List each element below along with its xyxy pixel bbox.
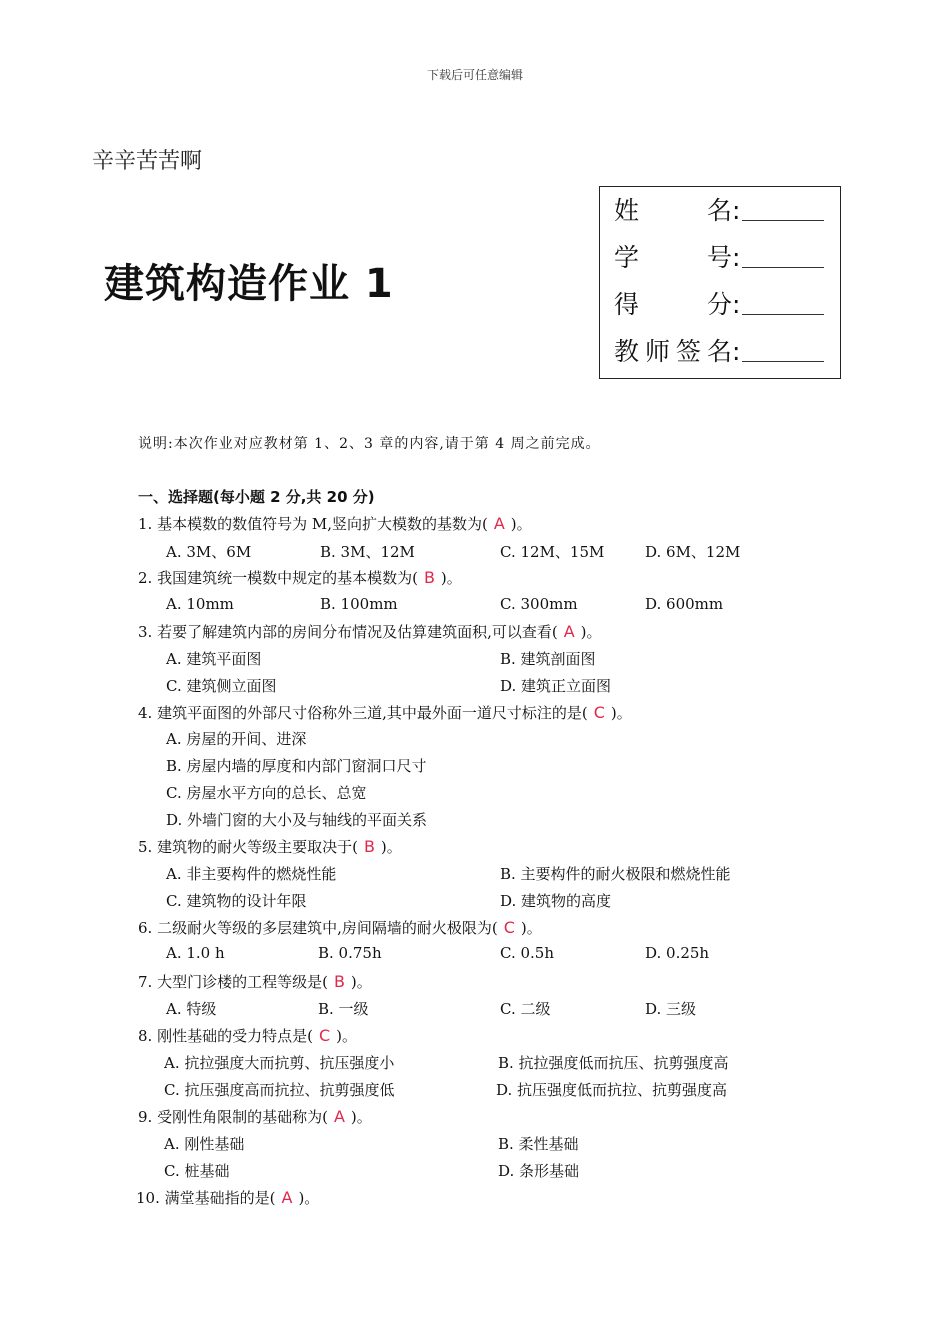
info-label: 教师签名 (614, 337, 732, 366)
answer-mark: A (493, 514, 505, 533)
option: B. 3M、12M (320, 543, 415, 561)
question-text: 9. 受刚性角限制的基础称为( (138, 1108, 328, 1126)
option: A. 3M、6M (166, 543, 252, 561)
option: D. 外墙门窗的大小及与轴线的平面关系 (166, 811, 428, 829)
option: D. 建筑正立面图 (500, 677, 612, 695)
question-10 (136, 1187, 319, 1208)
document-title: 建筑构造作业 1 (104, 261, 394, 307)
question-text: 2. 我国建筑统一模数中规定的基本模数为( (138, 569, 418, 587)
option: D. 条形基础 (498, 1162, 580, 1180)
question-end: )。 (336, 1027, 357, 1045)
info-label: 得分 (614, 290, 732, 319)
name-fill-line[interactable] (742, 200, 824, 221)
question-text: 6. 二级耐火等级的多层建筑中,房间隔墙的耐火极限为( (138, 919, 498, 937)
answer-mark: B (423, 568, 435, 587)
option: D. 三级 (645, 1000, 697, 1018)
option: A. 1.0 h (166, 944, 225, 962)
info-row-name (614, 191, 824, 227)
question-text: 8. 刚性基础的受力特点是( (138, 1027, 313, 1045)
question-end: )。 (350, 973, 372, 991)
option: D. 抗压强度低而抗拉、抗剪强度高 (496, 1081, 728, 1099)
info-row-teacher (614, 332, 824, 368)
answer-mark: A (563, 622, 575, 641)
question-end: )。 (440, 569, 462, 587)
option: B. 房屋内墙的厚度和内部门窗洞口尺寸 (166, 757, 427, 775)
question-end: )。 (298, 1189, 320, 1207)
section-title: 一、选择题(每小题 2 分,共 20 分) (138, 488, 375, 506)
student-info-box (599, 186, 841, 379)
question-9 (138, 1106, 372, 1127)
option: D. 0.25h (645, 944, 710, 962)
option: B. 一级 (318, 1000, 369, 1018)
info-sep: : (732, 243, 741, 272)
option: A. 抗拉强度大而抗剪、抗压强度小 (164, 1054, 395, 1072)
question-end: )。 (350, 1108, 372, 1126)
option: C. 300mm (500, 595, 578, 613)
teacher-fill-line[interactable] (742, 341, 824, 362)
question-4 (138, 702, 632, 723)
option: B. 100mm (320, 595, 398, 613)
info-row-id (614, 238, 824, 274)
question-2 (138, 567, 462, 588)
option: A. 建筑平面图 (166, 650, 262, 668)
option: C. 抗压强度高而抗拉、抗剪强度低 (164, 1081, 395, 1099)
answer-mark: A (281, 1188, 293, 1207)
option: C. 二级 (500, 1000, 551, 1018)
option: D. 600mm (645, 595, 724, 613)
option: A. 10mm (166, 595, 234, 613)
question-6 (138, 917, 542, 938)
option: C. 0.5h (500, 944, 554, 962)
option: C. 房屋水平方向的总长、总宽 (166, 784, 367, 802)
question-text: 1. 基本模数的数值符号为 M,竖向扩大模数的基数为( (138, 515, 488, 533)
question-text: 4. 建筑平面图的外部尺寸俗称外三道,其中最外面一道尺寸标注的是( (138, 704, 588, 722)
option: A. 房屋的开间、进深 (166, 730, 307, 748)
answer-mark: C (503, 918, 515, 937)
info-sep: : (732, 337, 741, 366)
question-end: )。 (380, 838, 402, 856)
question-text: 5. 建筑物的耐火等级主要取决于( (138, 838, 358, 856)
assignment-description: 说明:本次作业对应教材第 1、2、3 章的内容,请于第 4 周之前完成。 (138, 436, 601, 452)
question-end: )。 (520, 919, 542, 937)
option: B. 0.75h (318, 944, 382, 962)
header-note: 下载后可任意编辑 (426, 68, 523, 82)
info-label: 姓名 (614, 196, 732, 225)
question-end: )。 (510, 515, 532, 533)
answer-mark: B (363, 837, 375, 856)
option: C. 建筑物的设计年限 (166, 892, 307, 910)
answer-mark: C (318, 1026, 331, 1045)
info-label: 学号 (614, 243, 732, 272)
question-end: )。 (610, 704, 632, 722)
question-text: 3. 若要了解建筑内部的房间分布情况及估算建筑面积,可以查看( (138, 623, 558, 641)
info-sep: : (732, 290, 741, 319)
option: C. 建筑侧立面图 (166, 677, 277, 695)
answer-mark: A (333, 1107, 345, 1126)
option: A. 特级 (166, 1000, 217, 1018)
option: C. 桩基础 (164, 1162, 230, 1180)
question-3 (138, 621, 602, 642)
info-sep: : (732, 196, 741, 225)
option: B. 建筑剖面图 (500, 650, 596, 668)
info-row-score (614, 285, 824, 321)
option: D. 建筑物的高度 (500, 892, 612, 910)
id-fill-line[interactable] (742, 247, 824, 268)
answer-mark: B (333, 972, 345, 991)
option: D. 6M、12M (645, 543, 741, 561)
question-1 (138, 513, 532, 534)
option: A. 刚性基础 (164, 1135, 245, 1153)
option: B. 柔性基础 (498, 1135, 579, 1153)
question-8 (138, 1025, 357, 1046)
option: C. 12M、15M (500, 543, 605, 561)
option: B. 主要构件的耐火极限和燃烧性能 (500, 865, 731, 883)
answer-mark: C (593, 703, 605, 722)
handwritten-note: 辛辛苦苦啊 (92, 149, 203, 174)
score-fill-line[interactable] (742, 294, 824, 315)
question-7 (138, 971, 372, 992)
option: A. 非主要构件的燃烧性能 (166, 865, 337, 883)
question-text: 10. 满堂基础指的是( (136, 1189, 276, 1207)
question-text: 7. 大型门诊楼的工程等级是( (138, 973, 328, 991)
question-end: )。 (580, 623, 602, 641)
option: B. 抗拉强度低而抗压、抗剪强度高 (498, 1054, 729, 1072)
question-5 (138, 836, 402, 857)
